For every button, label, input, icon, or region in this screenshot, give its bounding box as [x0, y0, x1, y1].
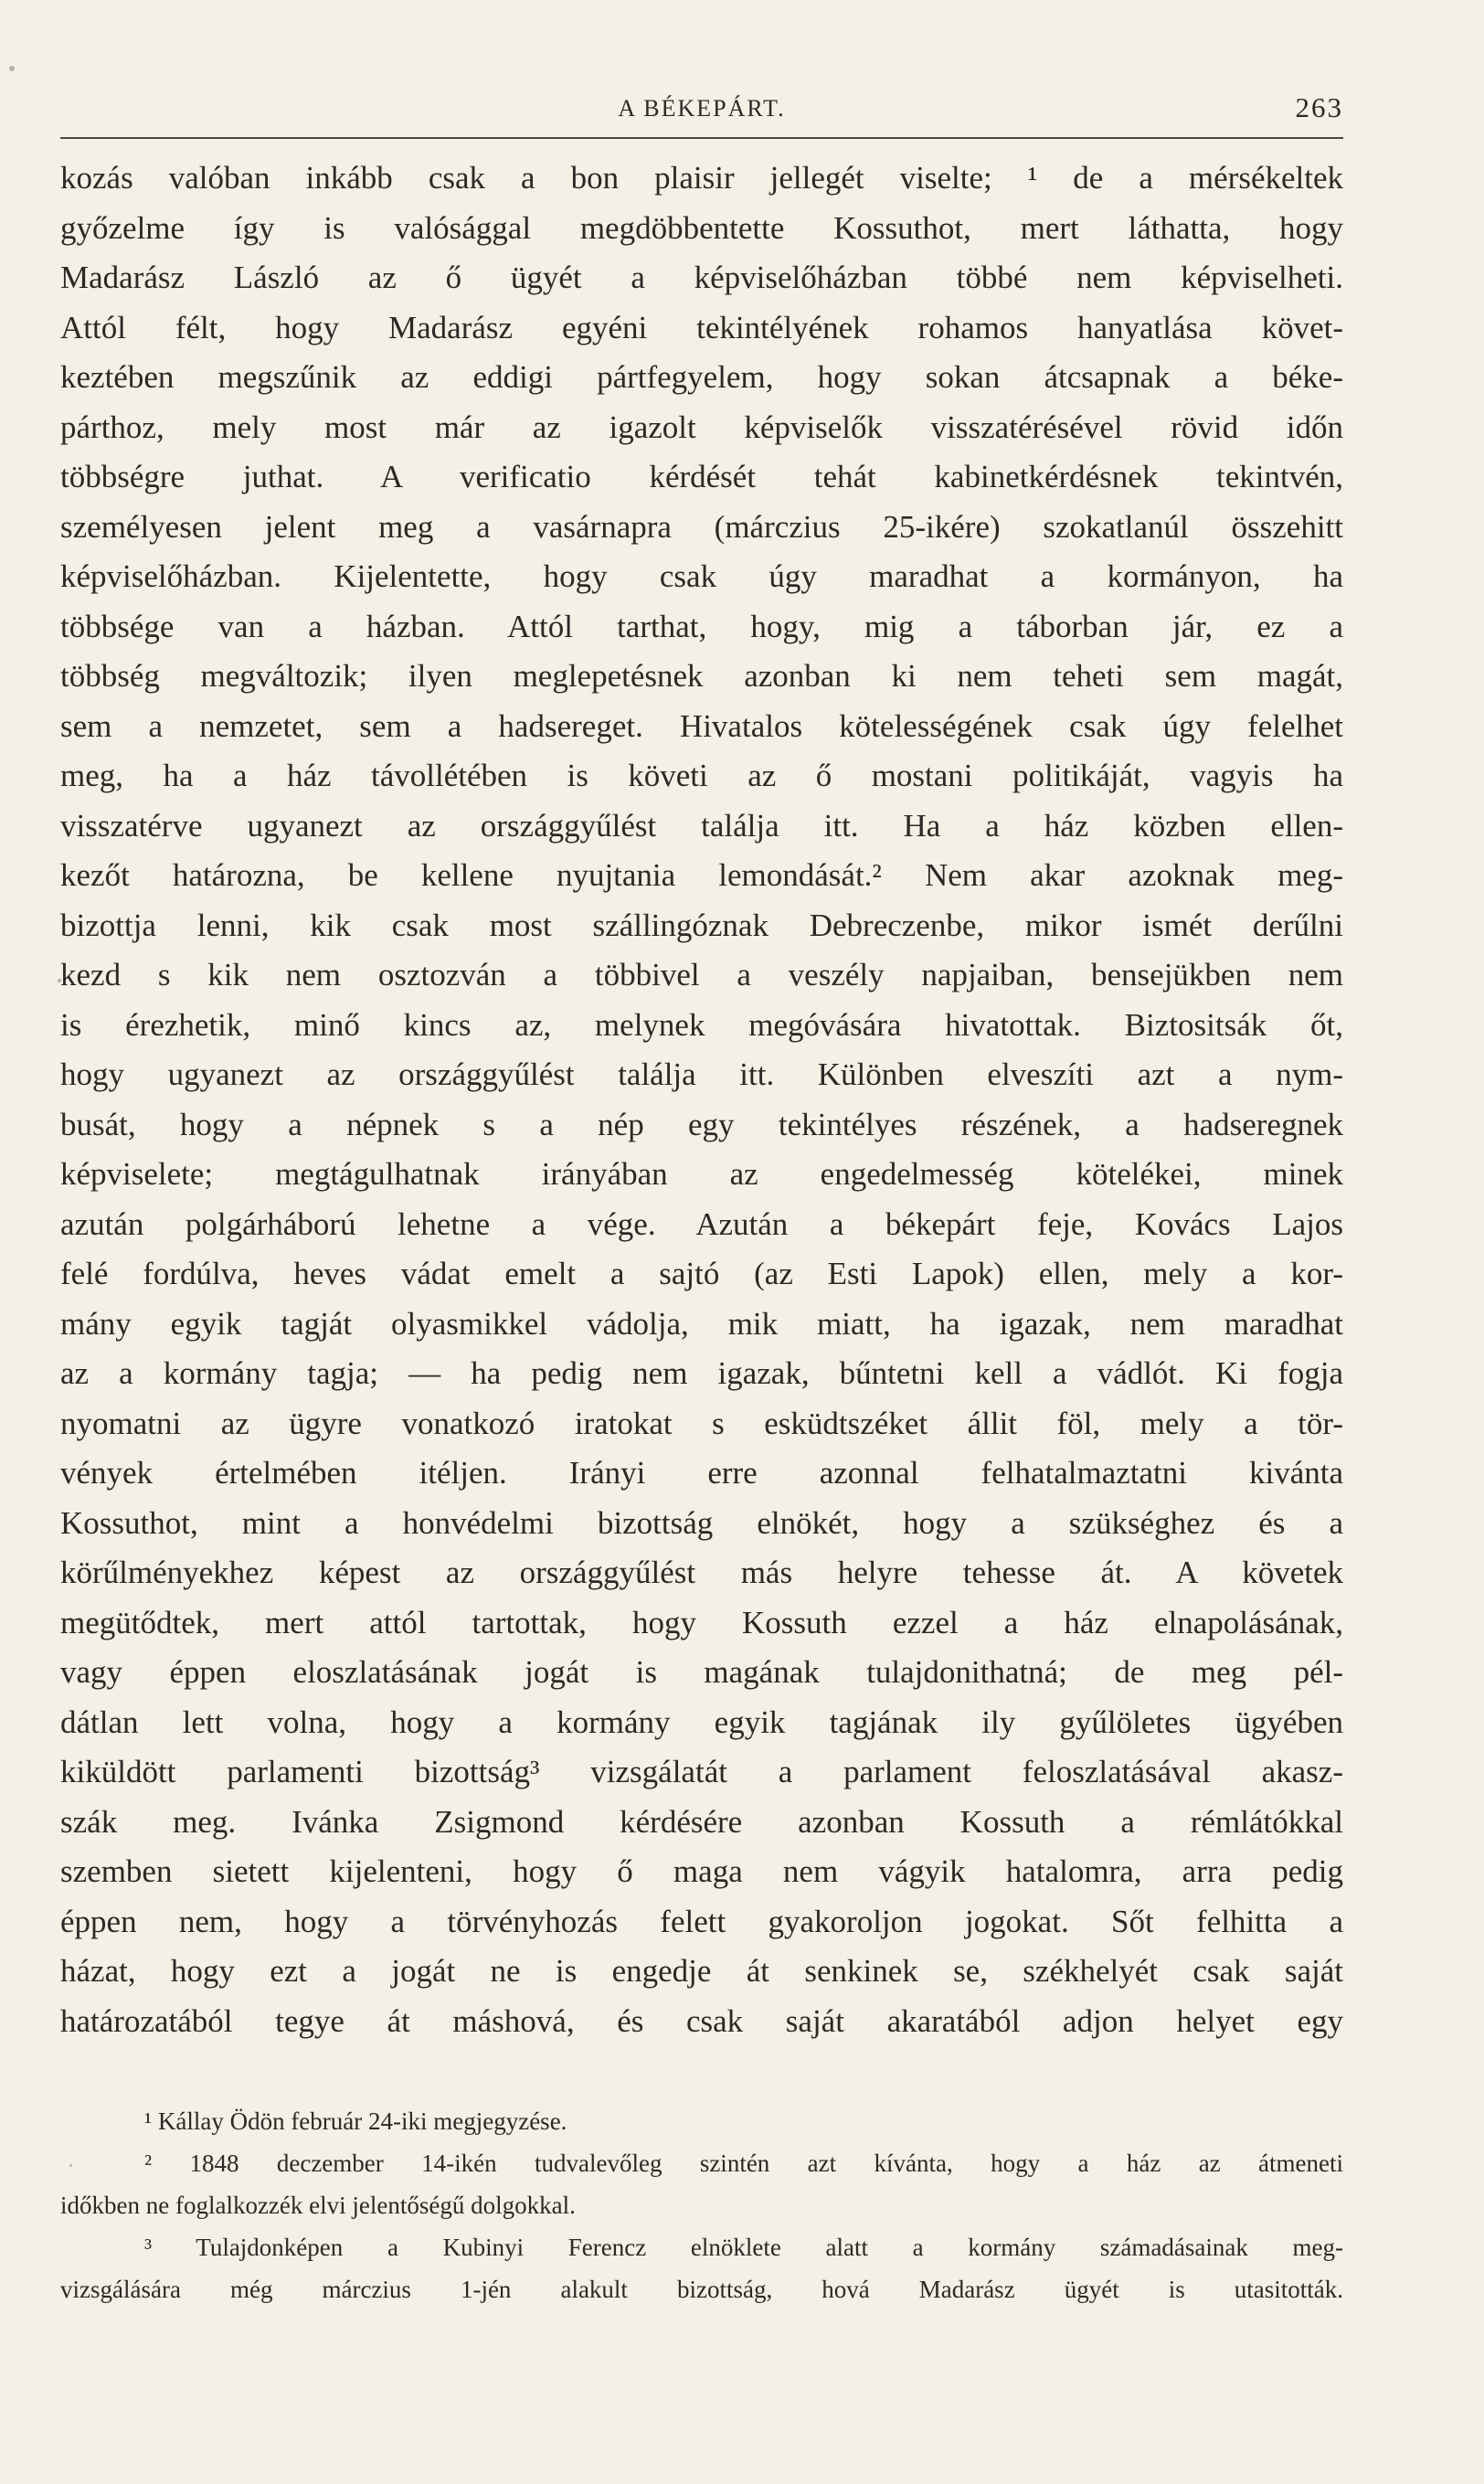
text-line: felé fordúlva, heves vádat emelt a sajtó (az Esti Lapok) ellen, mely a kor-: [60, 1256, 1343, 1291]
text-line: házat, hogy ezt a jogát ne is engedje át senkinek se, székhelyét csak saját: [60, 1953, 1343, 1989]
text-line: párthoz, mely most már az igazolt képviselők visszatérésével rövid időn: [60, 409, 1343, 445]
text-line: éppen nem, hogy a törvényhozás felett gyakoroljon jogokat. Sőt felhitta a: [60, 1903, 1343, 1939]
text-line: győzelme így is valósággal megdöbbentette Kossuthot, mert láthatta, hogy: [60, 209, 1343, 246]
text-line: keztében megszűnik az eddigi pártfegyelem, hogy sokan átcsapnak a béke-: [60, 359, 1343, 395]
footnotes: [60, 2100, 1343, 2310]
text-line: kezd s kik nem osztozván a többivel a veszély napjaiban, bensejükben nem: [60, 957, 1343, 993]
text-line: személyesen jelent meg a vasárnapra (márczius 25-ikére) szokatlanúl összehitt: [60, 508, 1343, 545]
text-line: szák meg. Ivánka Zsigmond kérdésére azonban Kossuth a rémlátókkal: [60, 1803, 1343, 1840]
text-line: megütődtek, mert attól tartottak, hogy Kossuth ezzel a ház elnapolásának,: [60, 1604, 1343, 1640]
page-header: [60, 91, 1343, 135]
text-line: képviselete; megtágulhatnak irányában az engedelmesség kötelékei, minek: [60, 1156, 1343, 1192]
text-line: körűlményekhez képest az országgyűlést más helyre tehesse át. A követek: [60, 1555, 1343, 1590]
text-line: mány egyik tagját olyasmikkel vádolja, mik miatt, ha igazak, nem maradhat: [60, 1305, 1343, 1342]
text-line: Attól félt, hogy Madarász egyéni tekintélyének rohamos hanyatlása követ-: [60, 309, 1343, 345]
text-line: szemben sietett kijelenteni, hogy ő maga nem vágyik hatalomra, arra pedig: [60, 1853, 1343, 1889]
footnote-3-line-1: ³ Tulajdonképen a Kubinyi Ferencz elnöklete alatt a kormány számadásainak meg-: [144, 2234, 1343, 2261]
text-line: határozatából tegye át máshová, és csak saját akaratából adjon helyet egy: [60, 2002, 1343, 2039]
text-line: busát, hogy a népnek s a nép egy tekintélyes részének, a hadseregnek: [60, 1106, 1343, 1142]
page-number: 263: [1295, 91, 1343, 123]
text-line: kozás valóban inkább csak a bon plaisir jellegét viselte; ¹ de a mérsékeltek: [60, 160, 1343, 196]
text-line: többségre juthat. A verificatio kérdését tehát kabinetkérdésnek tekintvén,: [60, 459, 1343, 494]
text-line: bizottja lenni, kik csak most szállingóznak Debreczenbe, mikor ismét derűlni: [60, 907, 1343, 943]
text-line: vények értelmében itéljen. Irányi erre azonnal felhatalmaztatni kivánta: [60, 1455, 1343, 1491]
text-line: vagy éppen eloszlatásának jogát is magának tulajdonithatná; de meg pél-: [60, 1654, 1343, 1690]
text-line: Kossuthot, mint a honvédelmi bizottság elnökét, hogy a szükséghez és a: [60, 1504, 1343, 1541]
text-line: Madarász László az ő ügyét a képviselőházban többé nem képviselheti.: [60, 260, 1343, 295]
text-line: többség megváltozik; ilyen meglepetésnek azonban ki nem teheti sem magát,: [60, 658, 1343, 694]
paper-speck: [9, 66, 15, 71]
body-text: [60, 154, 1343, 2046]
text-line: többsége van a házban. Attól tarthat, hogy, mig a táborban jár, ez a: [60, 608, 1343, 644]
text-line: kezőt határozna, be kellene nyujtania lemondását.² Nem akar azoknak meg-: [60, 857, 1343, 893]
footnote-2-line-2: időkben ne foglalkozzék elvi jelentőségű dolgokkal.: [60, 2192, 576, 2219]
text-line: azután polgárháború lehetne a vége. Azután a békepárt feje, Kovács Lajos: [60, 1205, 1343, 1242]
footnote-1: ¹ Kállay Ödön február 24-iki megjegyzése.: [144, 2107, 567, 2135]
text-line: dátlan lett volna, hogy a kormány egyik tagjának ily gyűlöletes ügyében: [60, 1704, 1343, 1740]
text-line: sem a nemzetet, sem a hadsereget. Hivatalos kötelességének csak úgy felelhet: [60, 707, 1343, 744]
text-line: visszatérve ugyanezt az országgyűlést találja itt. Ha a ház közben ellen-: [60, 807, 1343, 844]
footnote-2-line-1: ² 1848 deczember 14-ikén tudvalevőleg szintén azt kívánta, hogy a ház az átmeneti: [144, 2150, 1343, 2177]
text-line: képviselőházban. Kijelentette, hogy csak úgy maradhat a kormányon, ha: [60, 558, 1343, 594]
text-line: nyomatni az ügyre vonatkozó iratokat s esküdtszéket állit föl, mely a tör-: [60, 1405, 1343, 1441]
text-line: is érezhetik, minő kincs az, melynek megóvására hivatottak. Biztositsák őt,: [60, 1006, 1343, 1043]
text-line: hogy ugyanezt az országgyűlést találja itt. Különben elveszíti azt a nym-: [60, 1056, 1343, 1092]
running-title: A BÉKEPÁRT.: [618, 95, 786, 122]
text-line: meg, ha a ház távollétében is követi az ő mostani politikáját, vagyis ha: [60, 758, 1343, 793]
header-rule: [60, 137, 1343, 139]
text-line: kiküldött parlamenti bizottság³ vizsgálatát a parlament feloszlatásával akasz-: [60, 1754, 1343, 1789]
text-line: az a kormány tagja; — ha pedig nem igazak, bűntetni kell a vádlót. Ki fogja: [60, 1355, 1343, 1391]
footnote-3-line-2: vizsgálására még márczius 1-jén alakult bizottság, hová Madarász ügyét is utasitották.: [60, 2276, 1343, 2303]
